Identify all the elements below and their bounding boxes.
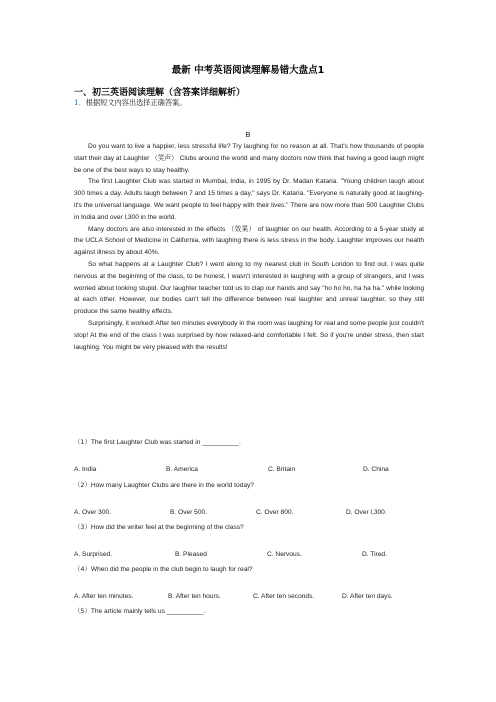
option-c[interactable]: C. Britain — [268, 466, 296, 473]
option-d[interactable]: D. After ten days. — [342, 593, 393, 600]
question-5 — [74, 606, 205, 615]
passage-body — [74, 141, 424, 353]
option-b[interactable]: B. After ten hours. — [168, 593, 221, 600]
question-text: The article mainly tells us __________. — [90, 608, 206, 615]
option-c[interactable]: C. After ten seconds. — [253, 593, 315, 600]
option-a[interactable]: A. Over 300. — [74, 509, 112, 516]
question-2 — [74, 480, 254, 489]
instruction-line — [74, 98, 186, 108]
question-1 — [74, 437, 241, 446]
question-number: （5） — [74, 607, 91, 615]
option-b[interactable]: B. Pleased — [175, 551, 207, 558]
section-heading: 一、初三英语阅读理解（含答案详细解析） — [74, 88, 246, 98]
option-b[interactable]: B. Over 500. — [170, 509, 208, 516]
document-title: 最新 中考英语阅读理解易错大盘点1 — [171, 65, 325, 76]
option-d[interactable]: D. Over l,300. — [346, 509, 387, 516]
instruction-number: 1． — [74, 98, 86, 107]
option-d[interactable]: D. China — [363, 466, 389, 473]
passage-label: B — [245, 130, 251, 139]
question-number: （3） — [74, 523, 91, 531]
question-3 — [74, 522, 244, 531]
paragraph: Many doctors are also interested in the effects （效果） of laughter on our health. According to a 5-year study at the UCLA School of Medicine in California, with laughing there is less stress in the body. Laughter improves our health against illness by about 40%. — [74, 225, 424, 257]
question-text: When did the people in the club begin to laugh for real? — [90, 566, 253, 573]
paragraph: Do you want to live a happier, less stressful life? Try laughing for no reason at all. That's how thousands of people start their day at Laughter （笑声） Clubs around the world and many doctors now think that having a good laugh might be one of the best ways to stay healthy. — [74, 143, 424, 174]
instruction-text: 根据短文内容出选择正确答案。 — [85, 98, 187, 107]
question-number: （4） — [74, 565, 91, 573]
option-b[interactable]: B. America — [166, 466, 198, 473]
paragraph: The first Laughter Club was started in Mumbai, India, in 1995 by Dr. Madan Kataria. "Young children laugh about 300 times a day. Adults laugh between 7 and 15 times a day," says Dr. Kataria. "Everyone is naturally good at laughing-it's the universal language. We want people to feel happy with their lives." There are now more than 500 Laughter Clubs in India and over l,300 in the world. — [74, 178, 424, 221]
option-c[interactable]: C. Nervous. — [267, 551, 302, 558]
question-number: （2） — [74, 481, 91, 489]
option-a[interactable]: A. After ten minutes. — [74, 593, 134, 600]
option-c[interactable]: C. Over 800. — [256, 509, 294, 516]
paragraph: So what happens at a Laughter Club? I went along to my nearest club in South London to find out. I was quite nervous at the beginning of the class, to be honest, I wasn't interested in laughing with a group of strangers, and I was worried about looking stupid. Our laughter teacher told us to clap our hands and say "ho ho ho, ha ha ha." while looking at each other. However, our bodies can't tell the difference between real laughter and unreal laughter, so they still produce the same healthy effects. — [74, 260, 424, 316]
paragraph: Surprisingly, it worked! After ten minutes everybody in the room was laughing for real and some people just couldn't stop! At the end of the class I was surprised by how relaxed-and comfortable I felt. So if you're under stress, then start laughing. You might be very pleased with the results! — [74, 319, 424, 351]
question-text: How many Laughter Clubs are there in the world today? — [90, 482, 254, 489]
question-text: How did the writer feel at the beginning of the class? — [90, 524, 244, 531]
question-text: The first Laughter Club was started in __________. — [90, 439, 241, 446]
question-4 — [74, 564, 253, 573]
option-a[interactable]: A. Surprised. — [74, 551, 113, 558]
question-number: （1） — [74, 438, 91, 446]
option-a[interactable]: A. India — [74, 466, 97, 473]
option-d[interactable]: D. Tired. — [362, 551, 387, 558]
